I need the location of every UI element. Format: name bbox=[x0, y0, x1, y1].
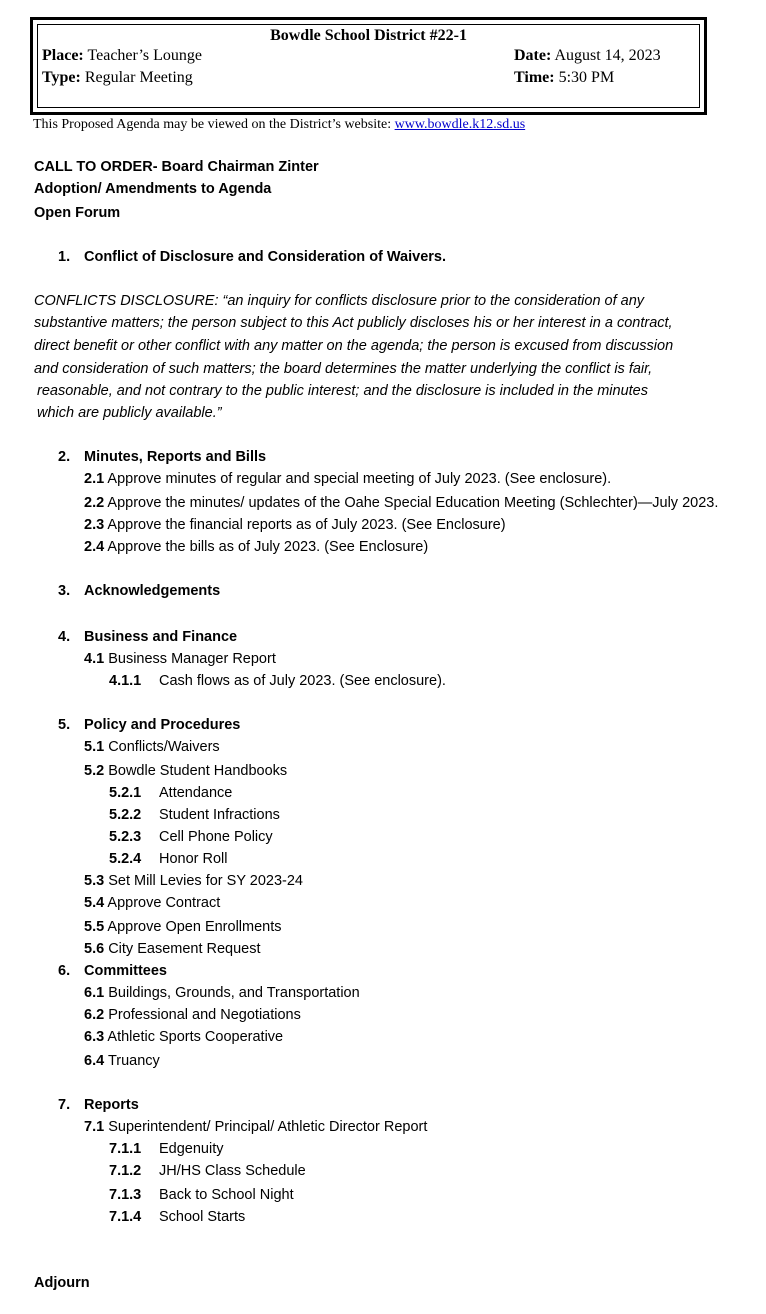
conflicts-line-3: direct benefit or other conflict with any matter on the agenda; the person is excused from discussion bbox=[34, 338, 674, 354]
subitem-text: Approve the financial reports as of July 2023. (See Enclosure) bbox=[107, 517, 506, 533]
subitem-5-3 bbox=[84, 872, 303, 890]
subitem-number: 2.2 bbox=[84, 495, 105, 511]
date-value: August 14, 2023 bbox=[554, 47, 661, 64]
website-link[interactable]: www.bowdle.k12.sd.us bbox=[394, 117, 526, 132]
subitem-number: 6.4 bbox=[84, 1053, 105, 1069]
open-forum: Open Forum bbox=[34, 205, 121, 221]
subitem-number: 5.6 bbox=[84, 941, 105, 957]
subitem-number: 2.1 bbox=[84, 471, 105, 487]
meeting-header-inner bbox=[37, 24, 700, 108]
subitem-5-6 bbox=[84, 940, 261, 958]
adoption-amendments: Adoption/ Amendments to Agenda bbox=[34, 181, 272, 197]
item-1-title: Conflict of Disclosure and Consideration of Waivers. bbox=[84, 249, 447, 265]
tertiary-text: Student Infractions bbox=[159, 807, 280, 823]
tertiary-text: Attendance bbox=[159, 785, 233, 801]
tertiary-text: Cash flows as of July 2023. (See enclosure). bbox=[159, 673, 446, 689]
conflicts-line-5: reasonable, and not contrary to the public interest; and the disclosure is included in the minutes bbox=[37, 383, 648, 399]
item-4-title: Business and Finance bbox=[84, 629, 238, 645]
subitem-text: Buildings, Grounds, and Transportation bbox=[108, 985, 360, 1001]
tertiary-text: JH/HS Class Schedule bbox=[159, 1163, 306, 1179]
time-value: 5:30 PM bbox=[558, 69, 615, 86]
tertiary-number: 5.2.3 bbox=[109, 829, 142, 845]
conflicts-line-6: which are publicly available.” bbox=[37, 405, 222, 421]
tertiary-number: 7.1.4 bbox=[109, 1209, 142, 1225]
subitem-number: 5.3 bbox=[84, 873, 105, 889]
time-label: Time: bbox=[514, 69, 555, 86]
subitem-text: Bowdle Student Handbooks bbox=[108, 763, 288, 779]
subitem-number: 5.2 bbox=[84, 763, 105, 779]
date-label: Date: bbox=[514, 47, 552, 64]
subitem-5-5 bbox=[84, 918, 282, 936]
subitem-text: Professional and Negotiations bbox=[108, 1007, 301, 1023]
subitem-5-4 bbox=[84, 894, 220, 912]
tertiary-number: 5.2.2 bbox=[109, 807, 142, 823]
subitem-number: 6.2 bbox=[84, 1007, 105, 1023]
subitem-text: Approve Open Enrollments bbox=[107, 919, 282, 935]
item-6-number: 6. bbox=[58, 963, 71, 979]
subitem-number: 2.3 bbox=[84, 517, 105, 533]
subitem-text: Superintendent/ Principal/ Athletic Director Report bbox=[108, 1119, 428, 1135]
item-3-title: Acknowledgements bbox=[84, 583, 221, 599]
subitem-6-1 bbox=[84, 984, 360, 1002]
place-value: Teacher’s Lounge bbox=[87, 47, 202, 64]
subitem-2-2 bbox=[84, 494, 718, 512]
subitem-text: Conflicts/Waivers bbox=[108, 739, 220, 755]
subitem-7-1 bbox=[84, 1118, 427, 1136]
tertiary-number: 4.1.1 bbox=[109, 673, 142, 689]
subitem-number: 5.4 bbox=[84, 895, 105, 911]
item-5-title: Policy and Procedures bbox=[84, 717, 241, 733]
date-row bbox=[514, 47, 661, 65]
tertiary-text: Cell Phone Policy bbox=[159, 829, 273, 845]
subitem-2-1 bbox=[84, 470, 611, 488]
time-row bbox=[514, 69, 614, 87]
subitem-6-3 bbox=[84, 1028, 283, 1046]
subitem-text: Approve Contract bbox=[107, 895, 221, 911]
subitem-text: Approve the minutes/ updates of the Oahe Special Education Meeting (Schlechter)—July 2023. bbox=[107, 495, 719, 511]
subitem-text: Set Mill Levies for SY 2023-24 bbox=[108, 873, 303, 889]
subitem-5-2 bbox=[84, 762, 287, 780]
item-2-number: 2. bbox=[58, 449, 71, 465]
type-label: Type: bbox=[42, 69, 81, 86]
subitem-number: 6.3 bbox=[84, 1029, 105, 1045]
subitem-6-2 bbox=[84, 1006, 301, 1024]
place-label: Place: bbox=[42, 47, 84, 64]
subitem-5-1 bbox=[84, 738, 220, 756]
item-7-number: 7. bbox=[58, 1097, 71, 1113]
subitem-text: Business Manager Report bbox=[108, 651, 276, 667]
type-row bbox=[42, 69, 193, 87]
type-value: Regular Meeting bbox=[84, 69, 193, 86]
item-6-title: Committees bbox=[84, 963, 167, 979]
subitem-text: Approve minutes of regular and special meeting of July 2023. (See enclosure). bbox=[107, 471, 612, 487]
call-to-order: CALL TO ORDER- Board Chairman Zinter bbox=[34, 159, 319, 175]
website-text: This Proposed Agenda may be viewed on the District’s website: bbox=[33, 117, 392, 132]
subitem-text: Approve the bills as of July 2023. (See Enclosure) bbox=[107, 539, 429, 555]
item-7-title: Reports bbox=[84, 1097, 139, 1113]
place-row bbox=[42, 47, 202, 65]
subitem-4-1 bbox=[84, 650, 276, 668]
tertiary-text: Edgenuity bbox=[159, 1141, 224, 1157]
district-title: Bowdle School District #22-1 bbox=[270, 27, 467, 44]
tertiary-text: Honor Roll bbox=[159, 851, 228, 867]
item-3-number: 3. bbox=[58, 583, 71, 599]
tertiary-number: 7.1.2 bbox=[109, 1163, 142, 1179]
conflicts-line-4: and consideration of such matters; the board determines the matter underlying the conflict is fair, bbox=[34, 361, 653, 377]
subitem-number: 4.1 bbox=[84, 651, 105, 667]
subitem-number: 6.1 bbox=[84, 985, 105, 1001]
conflicts-line-1: CONFLICTS DISCLOSURE: “an inquiry for conflicts disclosure prior to the consideration of any bbox=[34, 293, 645, 309]
tertiary-number: 5.2.4 bbox=[109, 851, 142, 867]
tertiary-number: 5.2.1 bbox=[109, 785, 142, 801]
item-2-title: Minutes, Reports and Bills bbox=[84, 449, 267, 465]
subitem-number: 5.5 bbox=[84, 919, 105, 935]
item-1-number: 1. bbox=[58, 249, 71, 265]
website-note bbox=[33, 117, 525, 133]
tertiary-text: Back to School Night bbox=[159, 1187, 294, 1203]
subitem-6-4 bbox=[84, 1052, 160, 1070]
subitem-text: Athletic Sports Cooperative bbox=[107, 1029, 284, 1045]
subitem-text: City Easement Request bbox=[108, 941, 261, 957]
tertiary-text: School Starts bbox=[159, 1209, 246, 1225]
item-4-number: 4. bbox=[58, 629, 71, 645]
meeting-header-box bbox=[30, 17, 707, 115]
adjourn: Adjourn bbox=[34, 1275, 90, 1291]
tertiary-number: 7.1.1 bbox=[109, 1141, 142, 1157]
subitem-2-3 bbox=[84, 516, 506, 534]
subitem-number: 7.1 bbox=[84, 1119, 105, 1135]
subitem-number: 5.1 bbox=[84, 739, 105, 755]
tertiary-number: 7.1.3 bbox=[109, 1187, 142, 1203]
subitem-2-4 bbox=[84, 538, 428, 556]
subitem-number: 2.4 bbox=[84, 539, 105, 555]
conflicts-line-2: substantive matters; the person subject to this Act publicly discloses his or her interest in a contract, bbox=[34, 315, 673, 331]
item-5-number: 5. bbox=[58, 717, 71, 733]
subitem-text: Truancy bbox=[107, 1053, 160, 1069]
